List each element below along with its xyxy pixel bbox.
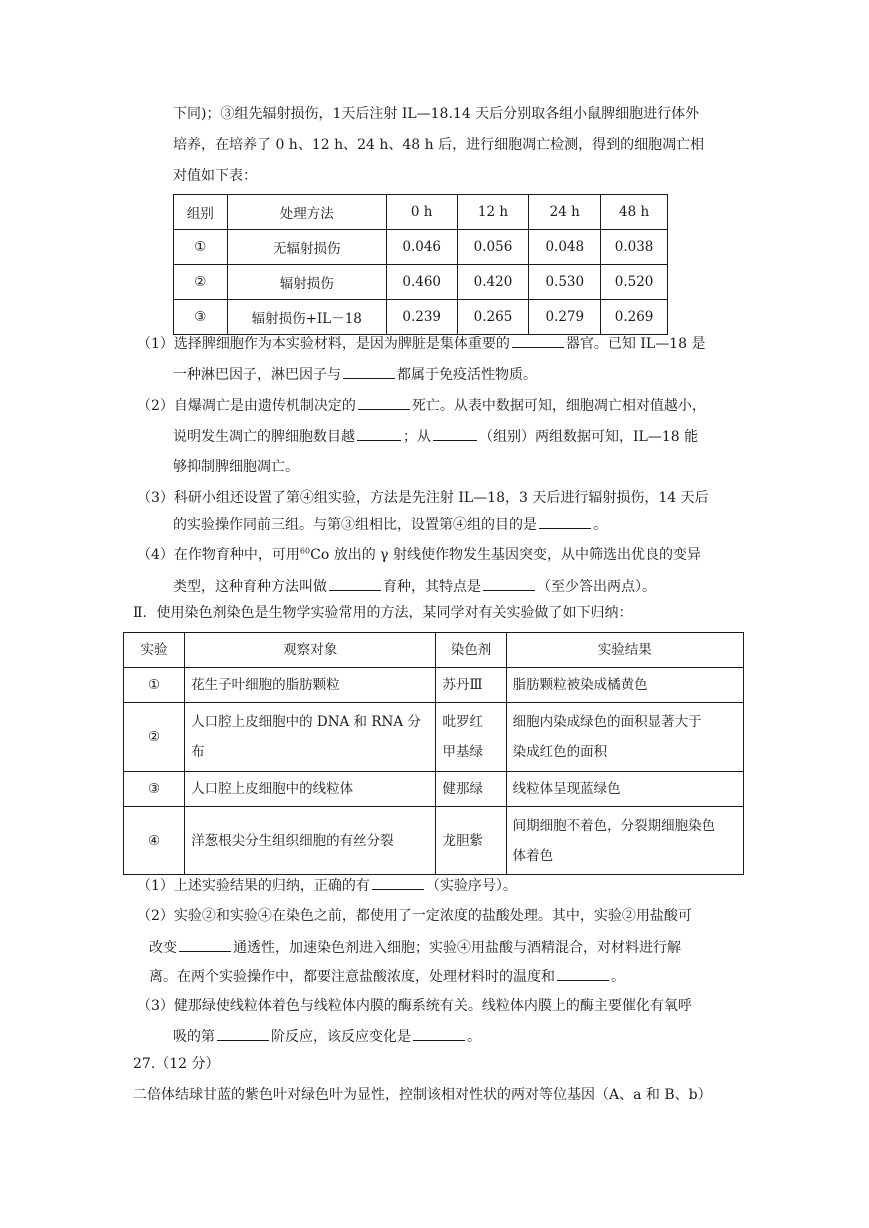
question-3-line-2 <box>173 514 607 535</box>
text: 。 <box>611 969 625 985</box>
table-cell: 0.048 <box>529 230 601 265</box>
text: 都属于免疫活性物质。 <box>397 367 537 383</box>
table-cell: 0.046 <box>386 230 457 265</box>
answer-blank[interactable] <box>357 426 401 441</box>
table-cell: 0.279 <box>529 300 601 335</box>
header-cell: 处理方法 <box>227 195 386 230</box>
table-row <box>124 668 744 703</box>
table-cell: 0.520 <box>601 265 668 300</box>
cell-line: 吡罗红 <box>442 714 483 730</box>
part-2-question-1 <box>137 875 517 896</box>
header-cell: 24 h <box>529 195 601 230</box>
text: 离。在两个实验操作中，都要注意盐酸浓度，处理材料时的温度和 <box>149 969 555 985</box>
text: 通透性，加速染色剂进入细胞；实验④用盐酸与酒精混合，对材料进行解 <box>233 940 681 956</box>
text: （组别）两组数据可知，IL—18 能 <box>479 429 699 445</box>
table-cell: 辐射损伤+IL－18 <box>227 300 386 335</box>
table-header-row <box>124 633 744 668</box>
part-2-question-2-line-3 <box>149 966 625 987</box>
table-cell: 0.530 <box>529 265 601 300</box>
table-cell: 0.038 <box>601 230 668 265</box>
table-cell: 0.460 <box>386 265 457 300</box>
text: （至少答出两点）。 <box>537 579 656 595</box>
header-cell: 实验 <box>124 633 185 668</box>
answer-blank[interactable] <box>217 1026 269 1041</box>
table-cell: 人口腔上皮细胞中的线粒体 <box>185 772 436 807</box>
text: 阶反应，该反应变化是 <box>271 1029 411 1045</box>
answer-blank[interactable] <box>557 966 609 981</box>
table-cell: 0.239 <box>386 300 457 335</box>
question-2-line-2 <box>173 426 698 447</box>
text: （4）在作物育种中，可用 <box>137 547 300 563</box>
table-cell: 0.265 <box>457 300 529 335</box>
staining-table <box>123 632 744 875</box>
header-cell: 0 h <box>386 195 457 230</box>
cell-line: 人口腔上皮细胞中的 DNA 和 RNA 分 <box>191 714 421 730</box>
superscript: 60 <box>299 546 311 556</box>
cell-line: 细胞内染成绿色的面积显著大于 <box>512 714 702 730</box>
table-cell: ② <box>174 265 228 300</box>
cell-line: 间期细胞不着色，分裂期细胞染色 <box>512 817 716 834</box>
answer-blank[interactable] <box>483 576 535 591</box>
table-cell: 无辐射损伤 <box>227 230 386 265</box>
question-1-line-2 <box>173 364 537 385</box>
intro-line-1: 下同)；③组先辐射损伤，1天后注射 IL—18.14 天后分别取各组小鼠脾细胞进行体外 <box>173 106 700 122</box>
table-cell: 脂肪颗粒被染成橘黄色 <box>506 668 743 703</box>
text: 一种淋巴因子，淋巴因子与 <box>173 367 341 383</box>
table-cell: 健那绿 <box>436 772 506 807</box>
table-cell: ④ <box>124 807 185 875</box>
answer-blank[interactable] <box>512 333 564 348</box>
question-27-heading: 27.（12 分） <box>133 1056 220 1072</box>
table-cell <box>506 703 743 772</box>
part-2-question-2-line-1: （2）实验②和实验④在染色之前，都使用了一定浓度的盐酸处理。其中，实验②用盐酸可 <box>137 908 692 924</box>
intro-line-2: 培养，在培养了 0 h、12 h、24 h、48 h 后，进行细胞凋亡检测，得到的细胞凋亡相 <box>173 137 705 153</box>
header-cell: 实验结果 <box>506 633 743 668</box>
part-2-question-3-line-2 <box>173 1026 481 1047</box>
table-cell: ① <box>124 668 185 703</box>
table-row <box>174 265 668 300</box>
intro-line-3: 对值如下表： <box>173 168 257 184</box>
table-row <box>124 807 744 875</box>
part-2-question-3-line-1: （3）健那绿使线粒体着色与线粒体内膜的酶系统有关。线粒体内膜上的酶主要催化有氧呼 <box>137 998 692 1014</box>
text: 吸的第 <box>173 1029 215 1045</box>
table-cell <box>185 703 436 772</box>
table-cell: 0.056 <box>457 230 529 265</box>
text: （实验序号）。 <box>425 878 517 894</box>
table-row <box>174 230 668 265</box>
table-cell: 洋葱根尖分生组织细胞的有丝分裂 <box>185 807 436 875</box>
apoptosis-table <box>173 194 668 335</box>
table-header-row <box>174 195 668 230</box>
question-27-text: 二倍体结球甘蓝的紫色叶对绿色叶为显性，控制该相对性状的两对等位基因（A、a 和 B、b） <box>133 1087 712 1103</box>
table-cell: 龙胆紫 <box>436 807 506 875</box>
answer-blank[interactable] <box>433 426 477 441</box>
text: 器官。已知 IL—18 是 <box>565 336 706 352</box>
answer-blank[interactable] <box>372 875 424 890</box>
table-cell: 0.269 <box>601 300 668 335</box>
header-cell: 组别 <box>174 195 228 230</box>
text: 类型，这种育种方法叫做 <box>173 579 327 595</box>
table-row <box>124 772 744 807</box>
text: （1）选择脾细胞作为本实验材料，是因为脾脏是集体重要的 <box>137 336 510 352</box>
cell-line: 甲基绿 <box>442 744 483 760</box>
text: Co 放出的 γ 射线使作物发生基因突变，从中筛选出优良的变异 <box>310 547 701 563</box>
question-4-line-2 <box>173 576 656 597</box>
table-cell: 0.420 <box>457 265 529 300</box>
question-4-line-1 <box>137 545 701 565</box>
text: （2）自爆凋亡是由遗传机制决定的 <box>137 398 356 414</box>
header-cell: 12 h <box>457 195 529 230</box>
text: 的实验操作同前三组。与第③组相比，设置第④组的目的是 <box>173 517 537 533</box>
question-2-line-3: 够抑制脾细胞凋亡。 <box>173 459 299 475</box>
question-2-line-1 <box>137 395 706 416</box>
cell-line: 体着色 <box>512 847 554 864</box>
header-cell: 48 h <box>601 195 668 230</box>
part-2-question-2-line-2 <box>149 937 681 958</box>
answer-blank[interactable] <box>343 364 395 379</box>
header-cell: 观察对象 <box>185 633 436 668</box>
text: 说明发生凋亡的脾细胞数目越 <box>173 429 355 445</box>
table-row <box>174 300 668 335</box>
answer-blank[interactable] <box>329 576 381 591</box>
table-cell: ③ <box>174 300 228 335</box>
header-cell: 染色剂 <box>436 633 506 668</box>
text: 育种，其特点是 <box>383 579 481 595</box>
cell-line: 染成红色的面积 <box>512 744 608 760</box>
part-2-intro: Ⅱ．使用染色剂染色是生物学实验常用的方法，某同学对有关实验做了如下归纳： <box>133 605 633 621</box>
table-cell: ① <box>174 230 228 265</box>
table-cell: 花生子叶细胞的脂肪颗粒 <box>185 668 436 703</box>
answer-blank[interactable] <box>358 395 410 410</box>
table-cell: ② <box>124 703 185 772</box>
answer-blank[interactable] <box>179 937 231 952</box>
text: （1）上述实验结果的归纳，正确的有 <box>137 878 370 894</box>
table-row <box>124 703 744 772</box>
table-cell: 苏丹Ⅲ <box>436 668 506 703</box>
table-cell: ③ <box>124 772 185 807</box>
text: ；从 <box>403 429 431 445</box>
answer-blank[interactable] <box>539 514 591 529</box>
table-cell <box>436 703 506 772</box>
text: 死亡。从表中数据可知，细胞凋亡相对值越小， <box>411 398 706 414</box>
table-cell: 线粒体呈现蓝绿色 <box>506 772 743 807</box>
text: 。 <box>593 517 607 533</box>
text: 。 <box>467 1029 481 1045</box>
question-1-line-1 <box>137 333 705 354</box>
answer-blank[interactable] <box>413 1026 465 1041</box>
text: 改变 <box>149 940 177 956</box>
table-cell <box>506 807 743 875</box>
cell-line: 布 <box>191 744 205 760</box>
question-3-line-1: （3）科研小组还设置了第④组实验，方法是先注射 IL—18，3 天后进行辐射损伤，14 天后 <box>137 490 709 506</box>
table-cell: 辐射损伤 <box>227 265 386 300</box>
